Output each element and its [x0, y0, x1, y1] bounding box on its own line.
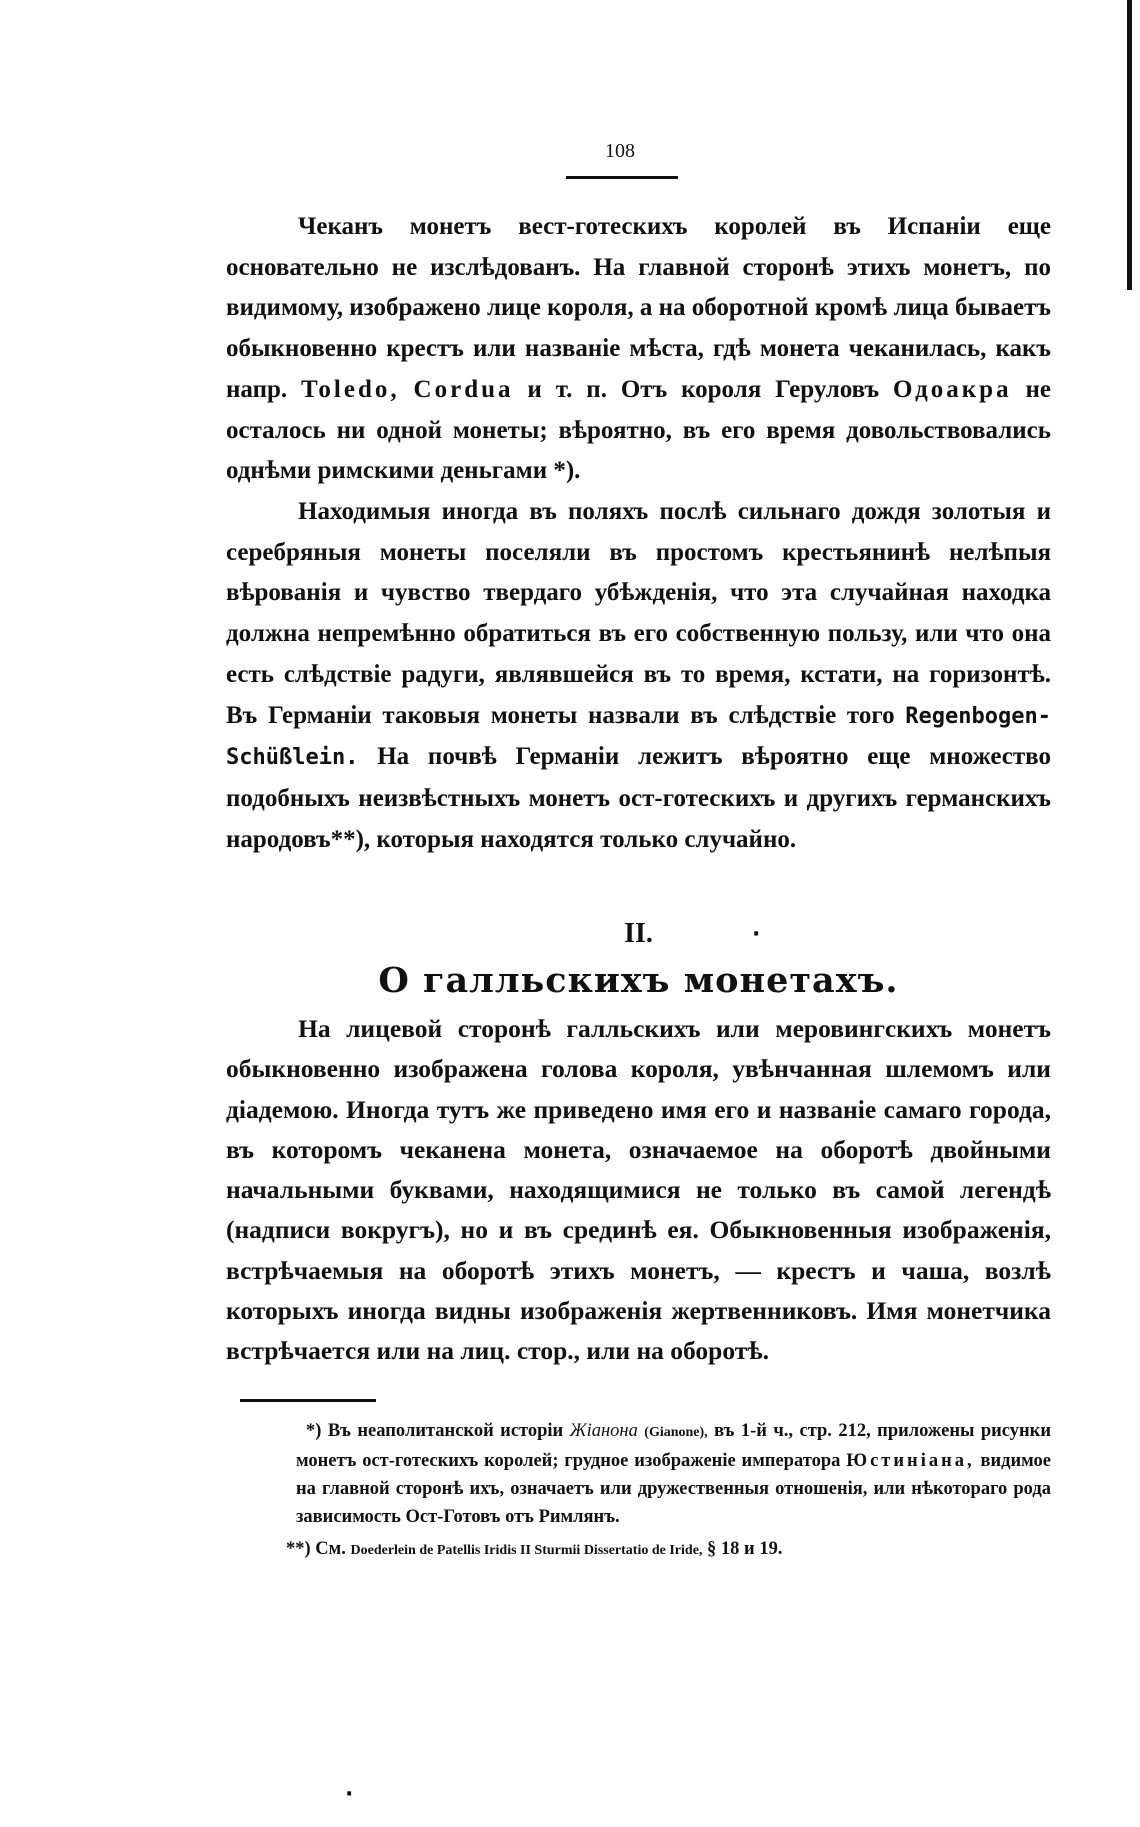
footnote-1-emperor: Юстиніана,: [846, 1451, 975, 1471]
page-number: 108: [605, 140, 635, 162]
footnote-1-text-a: *) Въ неаполитанской исторіи: [306, 1421, 570, 1441]
scan-edge-rule: [1127, 0, 1132, 290]
paragraph-1-text-a: Чеканъ монетъ вест-готескихъ королей въ Испаніи еще основательно не изслѣдованъ. На главной сторонѣ этихъ монетъ, по видимому, изображено лице короля, а на оборотной кромѣ лица бываетъ обыкновенно крестъ или названіе мѣста, гдѣ монета чеканилась, какъ напр.: [226, 213, 1051, 403]
paragraph-2-text-b: На почвѣ Германіи лежитъ вѣроятно еще множество подобныхъ неизвѣстныхъ монетъ ост-готескихъ и другихъ германскихъ народовъ**), которыя находятся только случайно.: [226, 743, 1051, 853]
scan-speck: ·: [345, 1782, 354, 1807]
place-cordua: Cordua: [413, 375, 514, 403]
footnote-1-author-original: (Gianone),: [644, 1425, 708, 1440]
footnotes: [286, 1417, 1051, 1565]
footnote-2-references: Doederlein de Patellis Iridis II Sturmii Dissertatio de Iride,: [350, 1543, 703, 1558]
place-toledo: Toledo,: [301, 375, 400, 403]
footnote-1-author: Жiанона: [569, 1421, 638, 1441]
page-number-rule: [566, 176, 678, 179]
german-term: Regenbogen-Schüßlein.: [226, 703, 1051, 771]
paragraph-3-text: На лицевой сторонѣ галльскихъ или меровингскихъ монетъ обыкновенно изображена голова короля, увѣнчанная шлемомъ или діадемою. Иногда тутъ же приведено имя его и названіе самаго города, въ которомъ чеканена монета, означаемое на оборотѣ двойными начальными буквами, находящимися не только въ самой легендѣ (надписи вокругъ), но и въ срединѣ ея. Обыкновенныя изображенія, встрѣчаемыя на оборотѣ этихъ монетъ, — крестъ и чаша, возлѣ которыхъ иногда видны изображенія жертвенниковъ. Имя монетчика встрѣчается или на лиц. стор., или на оборотѣ.: [226, 1014, 1051, 1366]
footnote-1-text-c: видимое на главной сторонѣ ихъ, означаетъ или дружественныя отношенія, или нѣкотораго рода зависимость Ост-Готовъ отъ Римлянъ.: [296, 1451, 1051, 1527]
footnote-1: [296, 1417, 1051, 1531]
footnote-1-text-b: въ 1-й ч., стр. 212, приложены рисунки монетъ ост-готескихъ королей; грудное изображеніе императора: [296, 1421, 1051, 1471]
paragraph-1-text-c: не осталось ни одной монеты; вѣроятно, въ его время довольствовались однѣми римскими деньгами *).: [226, 375, 1051, 485]
section-number: II.: [624, 918, 653, 949]
paragraph-1-text-b: и т. п. Отъ короля Геруловъ: [513, 375, 893, 403]
name-odoacer: Одоакра: [893, 375, 1012, 403]
scan-speck: ·: [752, 922, 761, 947]
footnote-2-text-a: **) См.: [286, 1539, 351, 1559]
footnote-2: [286, 1535, 1051, 1565]
paragraph-3: [226, 1009, 1051, 1372]
footnote-rule: [240, 1399, 376, 1402]
paragraph-2-text-a: Находимыя иногда въ поляхъ послѣ сильнаго дождя золотыя и серебряныя монеты поселяли въ простомъ крестьянинѣ нелѣпыя вѣрованія и чувство твердаго убѣжденія, что эта случайная находка должна непремѣнно обратиться въ его собственную пользу, или что она есть слѣдствіе радуги, являвшейся въ то время, кстати, на горизонтѣ. Въ Германіи таковыя монеты назвали въ слѣдствіе того: [226, 498, 1051, 729]
footnote-2-text-b: § 18 и 19.: [702, 1539, 783, 1559]
section-title: О галльскихъ монетахъ.: [378, 960, 899, 1001]
paragraph-2: [226, 492, 1051, 860]
paragraph-1: [226, 207, 1051, 492]
